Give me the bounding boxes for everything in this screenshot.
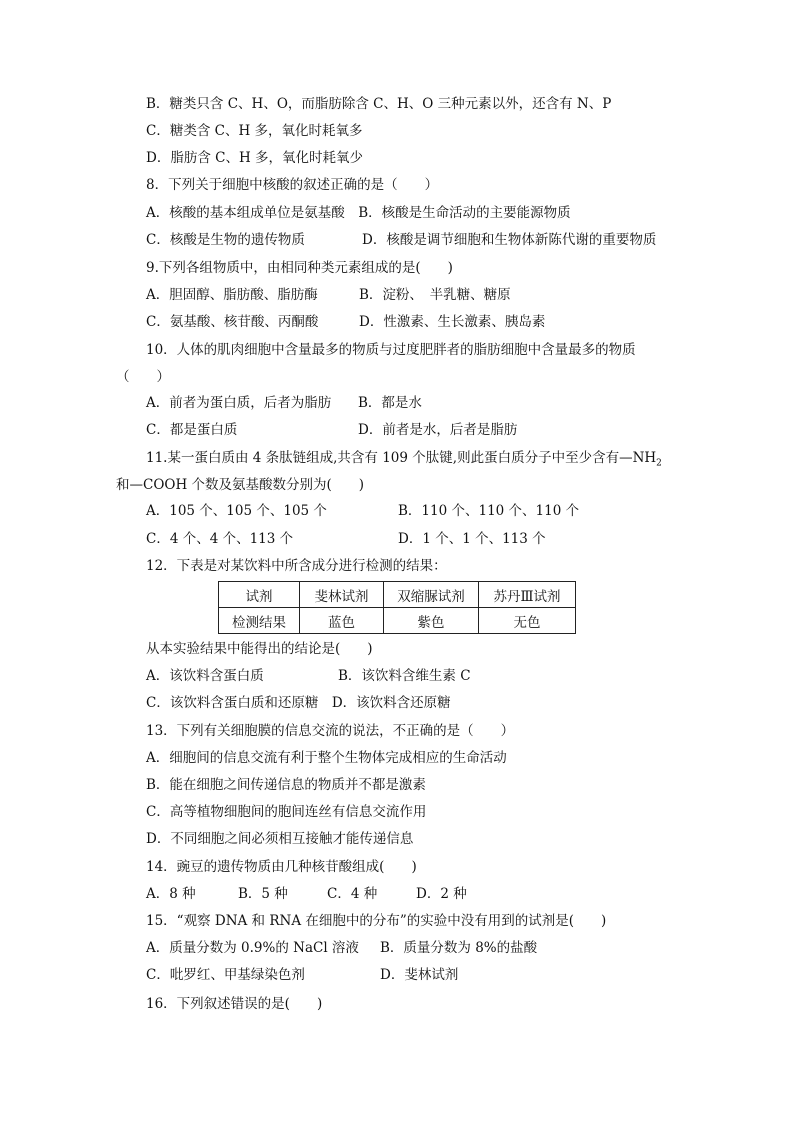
table-cell: 试剂 bbox=[219, 582, 300, 608]
q11-option-d: D．1 个、1 个、113 个 bbox=[398, 531, 546, 547]
table-cell: 紫色 bbox=[384, 608, 479, 634]
table-header-row bbox=[219, 582, 576, 608]
detection-table bbox=[218, 581, 576, 634]
q11-stem bbox=[146, 449, 662, 473]
q10-option-c: C．都是蛋白质 bbox=[146, 422, 238, 438]
q7-option-b: B．糖类只含 C、H、O，而脂肪除含 C、H、O 三种元素以外，还含有 N、P bbox=[146, 96, 612, 112]
q10-option-a: A．前者为蛋白质，后者为脂肪 bbox=[146, 395, 332, 411]
q9-option-b: B．淀粉、 半乳糖、糖原 bbox=[359, 287, 511, 303]
q8-options-ab: A．核酸的基本组成单位是氨基酸 B．核酸是生命活动的主要能源物质 bbox=[146, 205, 571, 221]
q14-option-c: C．4 种 bbox=[327, 886, 378, 902]
q13-stem: 13．下列有关细胞膜的信息交流的说法，不正确的是（ ） bbox=[146, 723, 515, 739]
table-cell: 蓝色 bbox=[300, 608, 384, 634]
q14-option-a: A．8 种 bbox=[146, 886, 196, 902]
table-cell: 检测结果 bbox=[219, 608, 300, 634]
q11-stem-text: 11.某一蛋白质由 4 条肽链组成,共含有 109 个肽键,则此蛋白质分子中至少含有—NH bbox=[146, 450, 657, 466]
q11-option-b: B．110 个、110 个、110 个 bbox=[398, 503, 580, 519]
table-cell: 苏丹Ⅲ试剂 bbox=[479, 582, 576, 608]
q15-option-c: C．吡罗红、甲基绿染色剂 bbox=[146, 967, 305, 983]
q15-option-a: A．质量分数为 0.9%的 NaCl 溶液 bbox=[146, 940, 359, 956]
q14-stem: 14．豌豆的遗传物质由几种核苷酸组成( ) bbox=[146, 859, 417, 875]
q9-stem: 9.下列各组物质中，由相同种类元素组成的是( ) bbox=[146, 260, 453, 276]
q9-option-d: D．性激素、生长激素、胰岛素 bbox=[359, 314, 546, 330]
q9-option-c: C．氨基酸、核苷酸、丙酮酸 bbox=[146, 314, 319, 330]
q8-option-c: C．核酸是生物的遗传物质 bbox=[146, 232, 305, 248]
q11-stem-cont: 和—COOH 个数及氨基酸数分别为( ) bbox=[116, 477, 365, 493]
q7-option-c: C．糖类含 C、H 多，氧化时耗氧多 bbox=[146, 123, 363, 139]
table-cell: 斐林试剂 bbox=[300, 582, 384, 608]
q7-option-d: D．脂肪含 C、H 多，氧化时耗氧少 bbox=[146, 150, 364, 166]
q8-option-d: D．核酸是调节细胞和生物体新陈代谢的重要物质 bbox=[362, 232, 657, 248]
q12-stem: 12．下表是对某饮料中所含成分进行检测的结果： bbox=[146, 558, 447, 574]
q9-option-a: A．胆固醇、脂肪酸、脂肪酶 bbox=[146, 287, 318, 303]
q10-option-b: B．都是水 bbox=[358, 395, 422, 411]
q13-option-a: A．细胞间的信息交流有利于整个生物体完成相应的生命活动 bbox=[146, 750, 507, 766]
table-cell: 无色 bbox=[479, 608, 576, 634]
q14-option-b: B．5 种 bbox=[238, 886, 288, 902]
table-cell: 双缩脲试剂 bbox=[384, 582, 479, 608]
q12-options-cd: C．该饮料含蛋白质和还原糖 D．该饮料含还原糖 bbox=[146, 695, 451, 711]
q11-option-a: A．105 个、105 个、105 个 bbox=[146, 503, 327, 519]
q11-option-c: C．4 个、4 个、113 个 bbox=[146, 531, 294, 547]
q16-stem: 16．下列叙述错误的是( ) bbox=[146, 996, 323, 1012]
q10-stem: 10．人体的肌肉细胞中含量最多的物质与过度肥胖者的脂肪细胞中含量最多的物质 bbox=[146, 342, 636, 358]
q12-option-b: B．该饮料含维生素 C bbox=[338, 668, 471, 684]
q11-subscript: 2 bbox=[656, 458, 662, 469]
q10-option-d: D．前者是水，后者是脂肪 bbox=[358, 422, 518, 438]
q13-option-d: D．不同细胞之间必须相互接触才能传递信息 bbox=[146, 831, 414, 847]
q15-stem: 15．“观察 DNA 和 RNA 在细胞中的分布”的实验中没有用到的试剂是( ) bbox=[146, 913, 607, 929]
q15-option-b: B．质量分数为 8%的盐酸 bbox=[380, 940, 538, 956]
q10-paren: （ ） bbox=[116, 369, 170, 385]
q8-stem: 8．下列关于细胞中核酸的叙述正确的是（ ） bbox=[146, 177, 439, 193]
q12-conclusion: 从本实验结果中能得出的结论是( ) bbox=[146, 641, 373, 657]
q13-option-c: C．高等植物细胞间的胞间连丝有信息交流作用 bbox=[146, 804, 427, 820]
q14-option-d: D．2 种 bbox=[416, 886, 467, 902]
table-row bbox=[219, 608, 576, 634]
q12-option-a: A．该饮料含蛋白质 bbox=[146, 668, 264, 684]
q13-option-b: B．能在细胞之间传递信息的物质并不都是激素 bbox=[146, 777, 426, 793]
q15-option-d: D．斐林试剂 bbox=[380, 967, 459, 983]
